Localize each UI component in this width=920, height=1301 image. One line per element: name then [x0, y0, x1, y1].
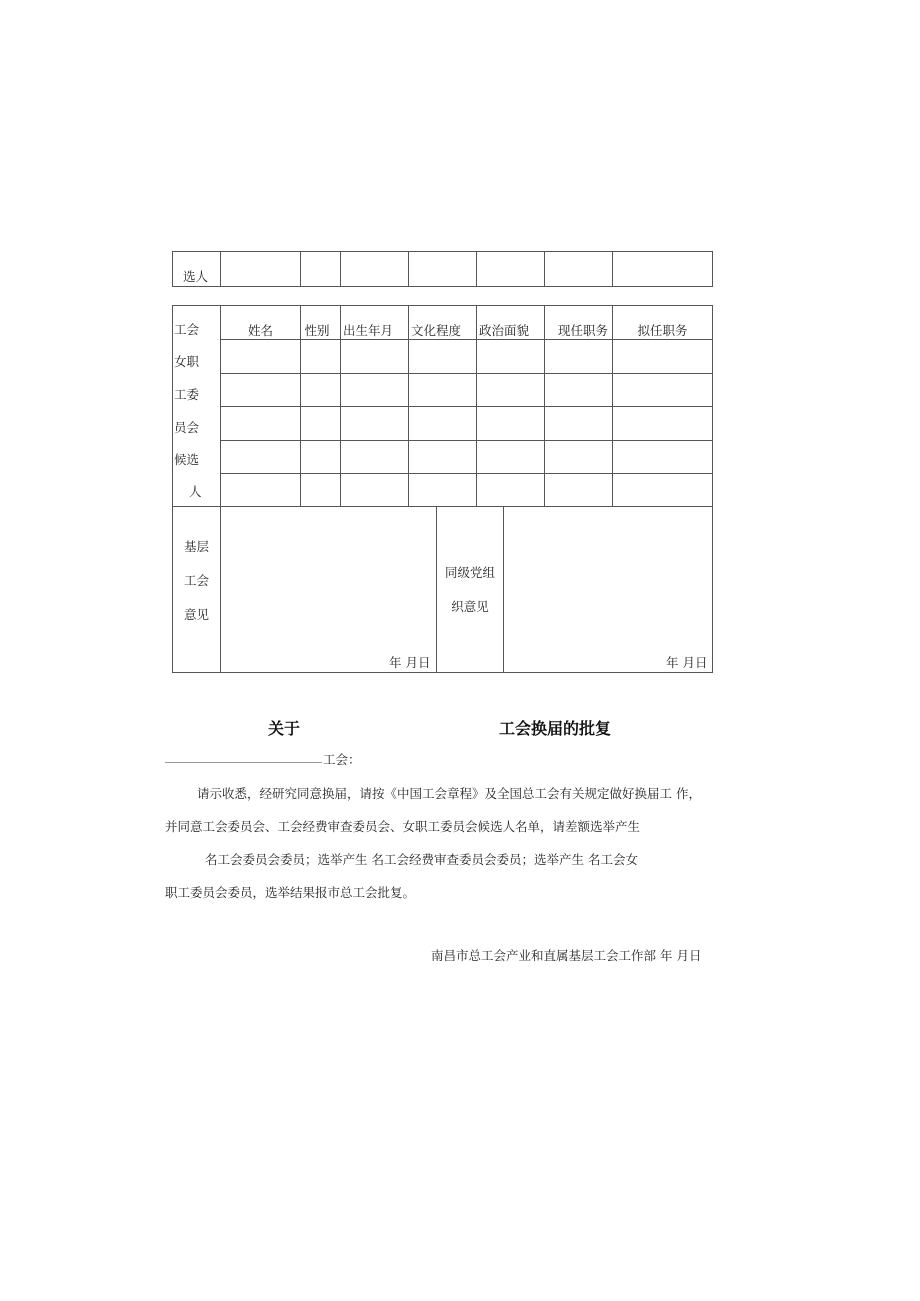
table-cell — [220, 473, 301, 507]
table-cell — [612, 339, 713, 374]
table-cell — [220, 406, 301, 441]
party-label-cell — [436, 506, 504, 673]
top-table-row-label: 选人 — [183, 269, 209, 284]
header-current-post: 现任职务 — [557, 323, 608, 338]
table-cell — [300, 440, 341, 474]
table-cell — [612, 406, 713, 441]
candidate-side-label-line: 候选 — [174, 452, 200, 467]
table-cell — [476, 473, 545, 507]
table-cell — [220, 440, 301, 474]
table-cell — [544, 339, 613, 374]
table-cell — [300, 339, 341, 374]
party-date: 年 月日 — [666, 655, 708, 670]
paragraph-line: 职工委员会委员，选举结果报市总工会批复。 — [165, 885, 416, 900]
table-cell — [220, 339, 301, 374]
top-table-cell — [340, 251, 409, 287]
table-cell — [300, 373, 341, 407]
grassroots-opinion-cell — [220, 506, 437, 673]
candidate-side-label-line: 人 — [189, 484, 202, 499]
candidate-side-label-line: 工委 — [174, 387, 200, 402]
table-cell — [476, 339, 545, 374]
candidate-side-label-line: 员会 — [174, 420, 200, 435]
table-cell — [612, 440, 713, 474]
table-cell — [544, 373, 613, 407]
header-birth: 出生年月 — [342, 323, 393, 338]
party-label-line: 织意见 — [451, 599, 489, 614]
grassroots-label-line: 工会 — [183, 573, 209, 588]
top-table-cell — [612, 251, 713, 287]
table-cell — [476, 440, 545, 474]
grassroots-label-line: 基层 — [183, 539, 209, 554]
table-cell — [340, 406, 409, 441]
table-cell — [408, 406, 477, 441]
top-table-cell — [408, 251, 477, 287]
table-cell — [544, 406, 613, 441]
header-gender: 性别 — [304, 323, 330, 338]
table-cell — [220, 373, 301, 407]
signature-line: 南昌市总工会产业和直属基层工会工作部 年 月日 — [431, 948, 702, 963]
top-table-cell — [220, 251, 301, 287]
table-cell — [408, 373, 477, 407]
table-cell — [476, 373, 545, 407]
header-name: 姓名 — [247, 323, 273, 338]
table-cell — [340, 440, 409, 474]
addressee-blank — [165, 748, 322, 763]
table-cell — [544, 440, 613, 474]
table-cell — [476, 406, 545, 441]
addressee-suffix: 工会： — [323, 752, 361, 767]
reply-title-part2: 工会换届的批复 — [499, 719, 612, 738]
table-cell — [408, 473, 477, 507]
header-education: 文化程度 — [410, 323, 461, 338]
table-cell — [612, 473, 713, 507]
paragraph-line: 并同意工会委员会、工会经费审查委员会、女职工委员会候选人名单，请差额选举产生 — [165, 819, 641, 834]
reply-title-part1: 关于 — [268, 719, 301, 738]
party-label-line: 同级党组 — [444, 565, 495, 580]
grassroots-label-cell — [172, 506, 221, 673]
top-table-cell — [300, 251, 341, 287]
table-cell — [408, 440, 477, 474]
table-cell — [408, 339, 477, 374]
candidate-side-label-line: 工会 — [174, 322, 200, 337]
candidate-side-label-line: 女职 — [174, 354, 200, 369]
table-cell — [544, 473, 613, 507]
table-cell — [300, 473, 341, 507]
grassroots-date: 年 月日 — [389, 655, 431, 670]
table-cell — [340, 373, 409, 407]
table-cell — [300, 406, 341, 441]
header-proposed-post: 拟任职务 — [637, 323, 688, 338]
paragraph-line: 名工会委员会委员；选举产生 名工会经费审查委员会委员；选举产生 名工会女 — [205, 852, 638, 867]
table-cell — [612, 373, 713, 407]
table-cell — [340, 473, 409, 507]
grassroots-label-line: 意见 — [183, 607, 209, 622]
table-cell — [340, 339, 409, 374]
top-table-cell — [544, 251, 613, 287]
party-opinion-cell — [503, 506, 713, 673]
header-political: 政治面貌 — [478, 323, 529, 338]
paragraph-line: 请示收悉，经研究同意换届，请按《中国工会章程》及全国总工会有关规定做好换届工 作， — [197, 786, 701, 801]
top-table-cell — [476, 251, 545, 287]
